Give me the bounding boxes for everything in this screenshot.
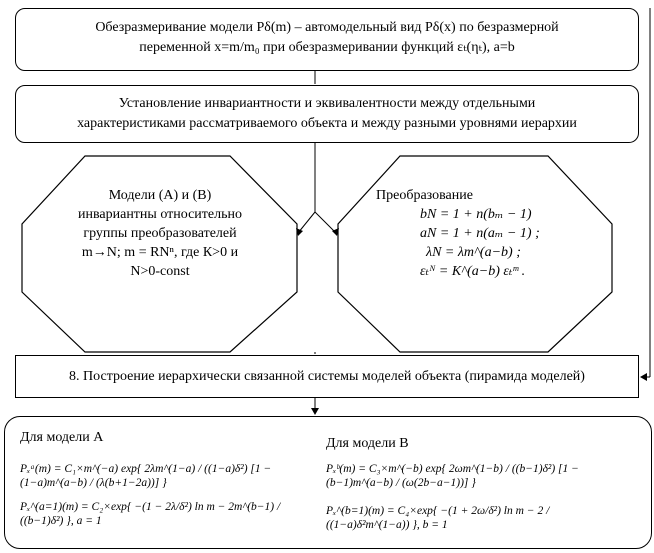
left-octagon-line-1: Модели (А) и (В)	[108, 188, 212, 203]
formula-model-b-1: Pₓᵇ(m) = C₃×m^(−b) exp{ 2ωm^(1−b) / ((b−1)δ²) [1 − (b−1)m^(a−b) / (ω(2b−a−1))] }	[326, 463, 579, 489]
left-octagon-line-5: N>0-const	[130, 264, 190, 279]
formula-epsilon: εₜᴺ = K^(a−b) εₜᵐ .	[420, 264, 526, 279]
invariance-block	[15, 85, 639, 143]
left-octagon-line-4: m→N; m = RNⁿ, где К>0 и	[81, 245, 239, 260]
left-octagon-line-2: инвариантны относительно	[77, 207, 242, 222]
normalization-line-2: переменной x=m/m₀ при обезразмеривании функций εₜ(ηₜ), a=b	[139, 40, 515, 55]
formula-model-b-2: Pₓ^(b=1)(m) = C₄×exp{ −(1 + 2ω/δ²) ln m − 2 / ((1−a)δ²m^(1−a)) }, b = 1	[326, 505, 550, 531]
hierarchy-block	[15, 355, 639, 398]
right-octagon-text	[360, 186, 590, 281]
formula-model-a-1: Pₓᵃ(m) = C₁×m^(−a) exp{ 2λm^(1−a) / ((1−a)δ²) [1 − (1−a)m^(a−b) / (λ(b+1−2a))] }	[20, 463, 272, 489]
model-b-label: Для модели В	[326, 436, 409, 451]
formula-lambda: λN = λm^(a−b) ;	[426, 245, 521, 260]
invariance-line-1: Установление инвариантности и эквивалентности между отдельными	[118, 96, 536, 111]
left-octagon-text	[40, 186, 280, 281]
left-octagon-line-3: группы преобразователей	[83, 226, 237, 241]
formula-an: aN = 1 + n(aₘ − 1) ;	[420, 226, 540, 241]
normalization-block	[15, 8, 639, 71]
invariance-line-2: характеристиками рассматриваемого объекта и между разными уровнями иерархии	[77, 116, 577, 131]
right-octagon-title: Преобразование	[376, 188, 473, 203]
model-a-label: Для модели А	[20, 430, 104, 445]
hierarchy-text: 8. Построение иерархически связанной системы моделей объекта (пирамида моделей)	[69, 369, 585, 384]
formula-bn: bN = 1 + n(bₘ − 1)	[420, 207, 532, 222]
formula-model-a-2: Pₓ^(a=1)(m) = C₂×exp{ −(1 − 2λ/δ²) ln m − 2m^(b−1) / ((b−1)δ²) }, a = 1	[20, 501, 281, 527]
normalization-line-1: Обезразмеривание модели Pδ(m) – автомодельный вид Pδ(x) по безразмерной	[95, 20, 559, 35]
